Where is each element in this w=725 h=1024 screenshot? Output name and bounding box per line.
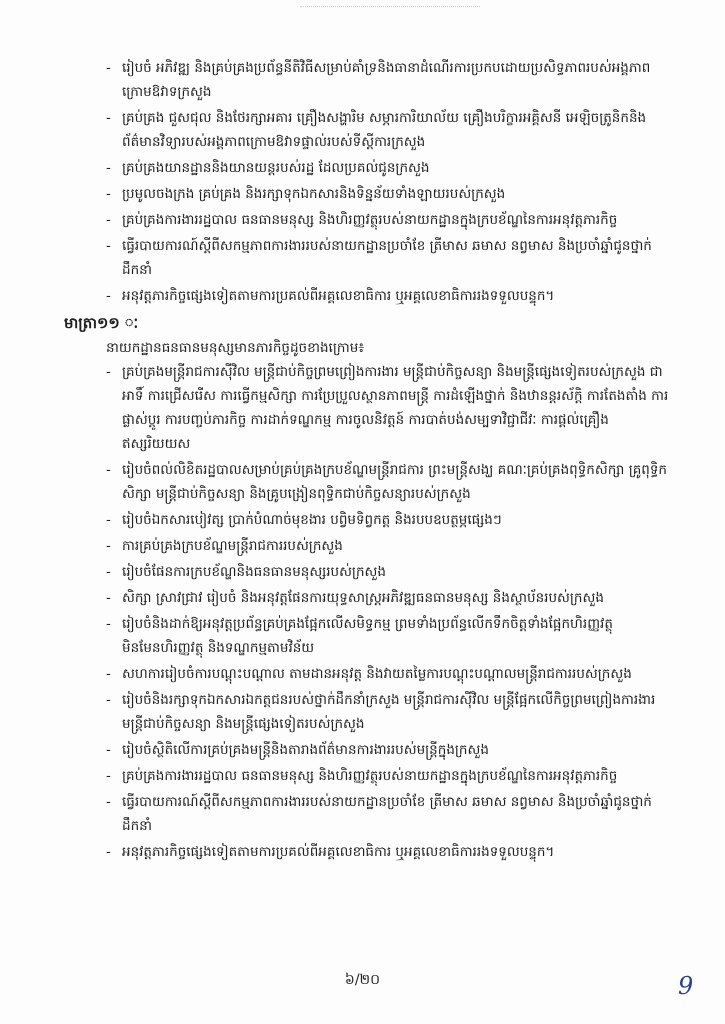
list-item-text: ធ្វើរបាយការណ៍ស្តីពីសកម្មភាពការងាររបស់នាយកដ្ឋានប្រចាំខែ ត្រីមាស ឆមាស នព្វមាស និងប្រចាំឆ្នាំជូនថ្នាក់ដឹកនាំ [122,238,652,278]
list-item [64,106,674,154]
list-item-text: គ្រប់គ្រង ជួសជុល និងថែរក្សាអគារ គ្រឿងសង្ហារិម សម្ភារការិយាល័យ គ្រឿងបរិក្ខារអគ្គិសនី អេឡិចត្រូនិកនិងព័ត៌មានវិទ្យារបស់អង្គភាពក្រោមឱវាទផ្ទាល់របស់ទីស្តីការក្រសួង [122,110,647,150]
article-heading: មាត្រា១១ ៈ [64,314,139,332]
list-item-text: ប្រមូលចងក្រង គ្រប់គ្រង និងរក្សាទុកឯកសារនិងទិន្នន័យទាំងឡាយរបស់ក្រសួង [122,186,506,202]
list-item-text: អនុវត្តភារកិច្ចផ្សេងទៀតតាមការប្រគល់ពីអគ្គលេខាធិការ ឬអគ្គលេខាធិការរងទទួលបន្ទុក។ [122,844,555,860]
article-duty-list [64,360,674,864]
bullet-dash: - [106,288,111,304]
section-a-list [64,56,674,308]
list-item [64,790,674,838]
list-item-text: រៀបចំផែនការក្របខ័ណ្ឌនិងធនធានមនុស្សរបស់ក្រសួង [122,564,386,580]
bullet-dash: - [106,160,111,176]
handwritten-initial: 9 [678,972,694,1000]
list-item-text: ធ្វើរបាយការណ៍ស្តីពីសកម្មភាពការងាររបស់នាយកដ្ឋានប្រចាំខែ ត្រីមាស ឆមាស នព្វមាស និងប្រចាំឆ្នាំជូនថ្នាក់ដឹកនាំ [122,794,652,834]
bullet-dash: - [106,186,111,202]
list-item-text: រៀបចំស្ថិតិលើការគ្រប់គ្រងមន្ត្រីនិងតារាងព័ត៌មានការងាររបស់មន្ត្រីក្នុងក្រសួង [122,742,489,758]
list-item-text: សហការរៀបចំការបណ្តុះបណ្តាល តាមដានអនុវត្ត និងវាយតម្លៃការបណ្តុះបណ្តាលមន្ត្រីរាជការរបស់ក្រសួង [122,666,632,682]
list-item [64,688,674,736]
article-intro: នាយកដ្ឋានធនធានមនុស្សមានភារកិច្ចដូចខាងក្រោម៖ [106,340,365,356]
bullet-dash: - [106,844,111,860]
bullet-dash: - [106,538,111,554]
list-item [64,156,674,180]
bullet-dash: - [106,110,111,126]
list-item [64,284,674,308]
list-item [64,738,674,762]
bullet-dash: - [106,590,111,606]
list-item [64,458,674,506]
bullet-dash: - [106,666,111,682]
list-item-text: រៀបចំពល់លិខិតរដ្ឋបាលសម្រាប់គ្រប់គ្រងក្របខ័ណ្ឌមន្ត្រីរាជការ ព្រះមន្ត្រីសង្ឃ គណៈគ្រប់គ្រងពុទ្ធិកសិក្សា គ្រូពុទ្ធិកសិក្សា មន្ត្រីជាប់កិច្ចសន្យា និងគ្រូបង្រៀនពុទ្ធិកជាប់កិច្ចសន្យារបស់ក្រសួង [122,462,667,502]
bullet-dash: - [106,794,111,810]
list-item-text: ការគ្រប់គ្រងក្របខ័ណ្ឌមន្ត្រីរាជការរបស់ក្រសួង [122,538,343,554]
list-item [64,208,674,232]
bullet-dash: - [106,462,111,478]
list-item-text: គ្រប់គ្រងការងាររដ្ឋបាល ធនធានមនុស្ស និងហិរញ្ញវត្ថុរបស់នាយកដ្ឋានក្នុងក្របខ័ណ្ឌនៃការអនុវត្តភារកិច្ច [122,768,618,784]
list-item-text: អនុវត្តភារកិច្ចផ្សេងទៀតតាមការប្រគល់ពីអគ្គលេខាធិការ ឬអគ្គលេខាធិការរងទទួលបន្ទុក។ [122,288,555,304]
bullet-dash: - [106,60,111,76]
list-item [64,234,674,282]
list-item [64,840,674,864]
list-item [64,56,674,104]
list-item-text: រៀបចំ អភិវឌ្ឍ និងគ្រប់គ្រងប្រព័ន្ធនីតិវិធីសម្រាប់គាំទ្រនិងធានាដំណើរការប្រកបដោយប្រសិទ្ធភាពរបស់អង្គភាពក្រោមឱវាទក្រសួង [122,60,651,100]
bullet-dash: - [106,212,111,228]
list-item [64,662,674,686]
bullet-dash: - [106,238,111,254]
list-item [64,534,674,558]
list-item [64,586,674,610]
page-number: ៦/២០ [344,972,381,988]
bullet-dash: - [106,616,111,632]
list-item [64,764,674,788]
bullet-dash: - [106,564,111,580]
list-item-text: រៀបចំឯកសារបៀវត្ស ប្រាក់បំណាច់មុខងារ បព្វិមទិព្វកត្ត និងរបបឧបត្ថម្ភផ្សេងៗ [122,512,502,528]
bullet-dash: - [106,742,111,758]
list-item-text: គ្រប់គ្រងការងាររដ្ឋបាល ធនធានមនុស្ស និងហិរញ្ញវត្ថុរបស់នាយកដ្ឋានក្នុងក្របខ័ណ្ឌនៃការអនុវត្តភារកិច្ច [122,212,618,228]
list-item [64,182,674,206]
bullet-dash: - [106,768,111,784]
bullet-dash: - [106,364,111,380]
list-item [64,560,674,584]
list-item-text: សិក្សា ស្រាវជ្រាវ រៀបចំ និងអនុវត្តផែនការយុទ្ធសាស្ត្រអភិវឌ្ឍធនធានមនុស្ស និងស្ថាប័នរបស់ក្រសួង [122,590,604,606]
list-item [64,508,674,532]
list-item-text: រៀបចំនិងរក្សាទុកឯកសារឯកត្តជនរបស់ថ្នាក់ដឹកនាំក្រសួង មន្ត្រីរាជការស៊ីវិល មន្ត្រីផ្អែកលើកិច្ចព្រមព្រៀងការងារ មន្ត្រីជាប់កិច្ចសន្យា និងមន្ត្រីផ្សេងទៀតរបស់ក្រសួង [122,692,656,732]
top-edge-fragment [300,0,480,7]
bullet-dash: - [106,692,111,708]
list-item-text: រៀបចំនិងដាក់ឱ្យអនុវត្តប្រព័ន្ធគ្រប់គ្រងផ្អែកលើសមិទ្ធកម្ម ព្រមទាំងប្រព័ន្ធលើកទឹកចិត្តទាំងផ្អែកហិរញ្ញវត្ថុ មិនមែនហិរញ្ញវត្ថុ និងទណ្ឌកម្មតាមវិន័យ [122,616,613,656]
list-item [64,360,674,456]
list-item-text: គ្រប់គ្រងយានដ្ឋាននិងយានយន្តរបស់រដ្ឋ ដែលប្រគល់ជូនក្រសួង [122,160,430,176]
bullet-dash: - [106,512,111,528]
document-body [64,56,674,866]
list-item [64,612,674,660]
list-item-text: គ្រប់គ្រងមន្ត្រីរាជការស៊ីវិល មន្ត្រីជាប់កិច្ចព្រមព្រៀងការងារ មន្ត្រីជាប់កិច្ចសន្យា និងមន្ត្រីផ្សេងទៀតរបស់ក្រសួង ជាអាទិ៍ ការជ្រើសរើស ការធ្វើកម្មសិក្សា ការប្រែប្រួលស្ថានភាពមន្ត្រី ការដំឡើងថ្នាក់ និងឋានន្តរស័ក្តិ ការតែងតាំង ការផ្លាស់ប្តូរ ការបញ្ចប់ភារកិច្ច ការដាក់ទណ្ឌកម្ម ការចូលនិវត្តន៍ ការបាត់បង់សម្បទាវិជ្ជាជីវៈ ការផ្តល់គ្រឿងឥស្សរិយយស [122,364,669,452]
